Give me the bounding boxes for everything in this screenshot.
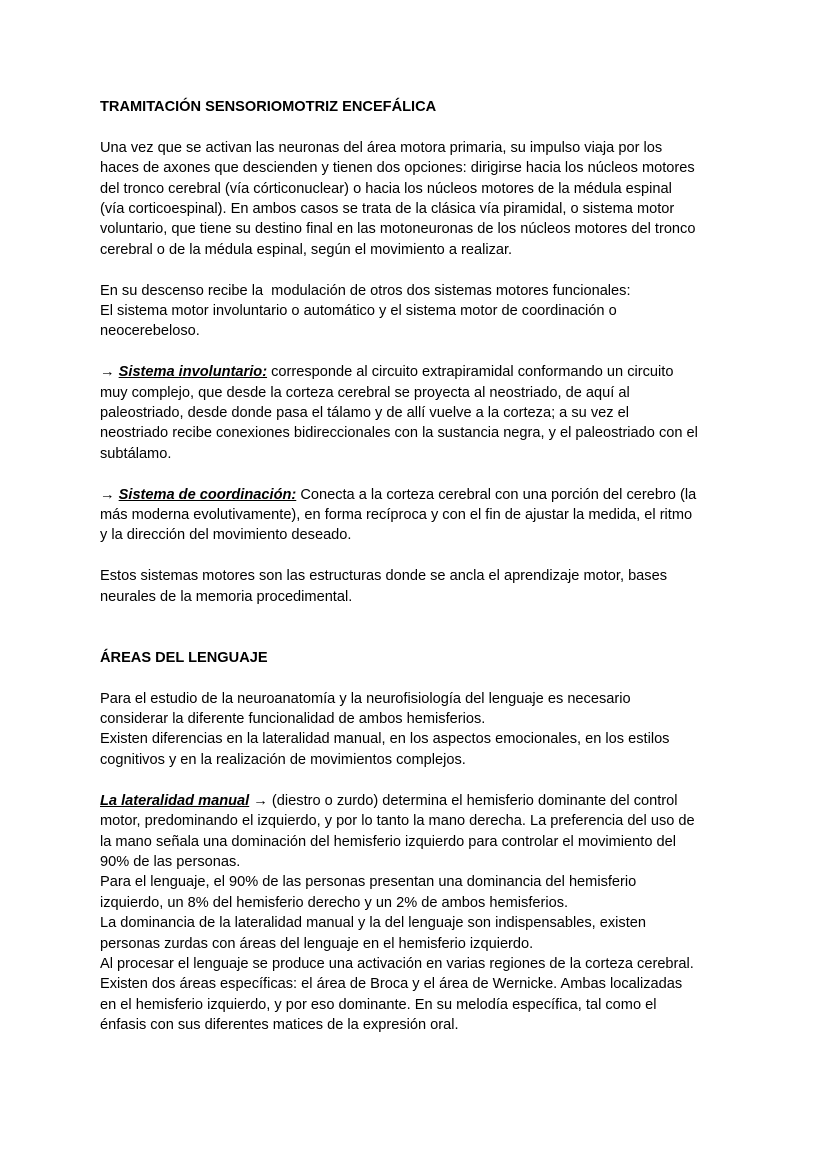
paragraph-lateralidad-manual (100, 791, 730, 1036)
text-line: neocerebeloso. (100, 323, 200, 340)
text-line: en el hemisferio izquierdo, y por eso dominante. En su melodía específica, tal como el (100, 996, 657, 1013)
text-line: neurales de la memoria procedimental. (100, 588, 353, 605)
paragraph-sistema-involuntario (100, 362, 730, 464)
text-line: voluntario, que tiene su destino final en las motoneuronas de los núcleos motores del tronco (100, 221, 696, 238)
text-line: Una vez que se activan las neuronas del área motora primaria, su impulso viaja por los (100, 139, 663, 156)
text-line: La dominancia de la lateralidad manual y la del lenguaje son indispensables, existen (100, 915, 647, 932)
text-line: Estos sistemas motores son las estructuras donde se ancla el aprendizaje motor, bases (100, 568, 668, 585)
text-line: En su descenso recibe la modulación de otros dos sistemas motores funcionales: (100, 282, 631, 299)
text-line: paleostriado, desde donde pasa el tálamo y de allí vuelve a la corteza; a su vez el (100, 405, 629, 422)
text-line: Existen diferencias en la lateralidad manual, en los aspectos emocionales, en los estilos (100, 731, 670, 748)
text-line: Para el lenguaje, el 90% de las personas presentan una dominancia del hemisferio (100, 874, 637, 891)
section-title-lenguaje: ÁREAS DEL LENGUAJE (100, 649, 268, 666)
text-line: subtálamo. (100, 445, 172, 462)
text-line: (vía corticoespinal). En ambos casos se trata de la clásica vía piramidal, o sistema motor (100, 201, 675, 218)
document-page (100, 97, 730, 1036)
term-sistema-coordinacion: Sistema de coordinación: (118, 486, 297, 503)
text-fragment: Conecta a la corteza cerebral con una porción del cerebro (la (296, 486, 697, 503)
text-line: cognitivos y en la realización de movimientos complejos. (100, 751, 466, 768)
text-line (100, 362, 730, 382)
text-line: énfasis con sus diferentes matices de la expresión oral. (100, 1017, 459, 1034)
text-line: El sistema motor involuntario o automático y el sistema motor de coordinación o (100, 303, 617, 320)
paragraph-modulacion (100, 281, 730, 342)
arrow-glyph: → (100, 486, 119, 503)
paragraph-aprendizaje-motor (100, 566, 730, 607)
text-line (100, 485, 730, 505)
text-line: Para el estudio de la neuroanatomía y la neurofisiología del lenguaje es necesario (100, 690, 631, 707)
text-line: considerar la diferente funcionalidad de ambos hemisferios. (100, 711, 486, 728)
text-line: neostriado recibe conexiones bidireccionales con la sustancia negra, y el paleostriado con el (100, 425, 698, 442)
text-line: Al procesar el lenguaje se produce una activación en varias regiones de la corteza cerebral. (100, 955, 694, 972)
term-sistema-involuntario: Sistema involuntario: (118, 364, 268, 381)
text-line: la mano señala una dominación del hemisferio izquierdo para controlar el movimiento del (100, 833, 676, 850)
text-line: del tronco cerebral (vía córticonuclear) o hacia los núcleos motores de la médula espinal (100, 180, 672, 197)
text-line (100, 791, 730, 811)
text-line: haces de axones que descienden y tienen dos opciones: dirigirse hacia los núcleos motores (100, 160, 695, 177)
text-fragment: corresponde al circuito extrapiramidal conformando un circuito (267, 364, 674, 381)
term-lateralidad-manual: La lateralidad manual (100, 792, 250, 809)
text-line: más moderna evolutivamente), en forma recíproca y con el fin de ajustar la medida, el ritmo (100, 507, 693, 524)
text-line: 90% de las personas. (100, 853, 241, 870)
paragraph-via-piramidal (100, 138, 730, 260)
text-line: motor, predominando el izquierdo, y por lo tanto la mano derecha. La preferencia del uso de (100, 813, 695, 830)
text-fragment: → (diestro o zurdo) determina el hemisferio dominante del control (249, 792, 678, 809)
text-line: Existen dos áreas específicas: el área de Broca y el área de Wernicke. Ambas localizadas (100, 976, 683, 993)
text-line: y la dirección del movimiento deseado. (100, 527, 352, 544)
text-line: personas zurdas con áreas del lenguaje en el hemisferio izquierdo. (100, 935, 534, 952)
arrow-glyph: → (100, 364, 119, 381)
text-line: muy complejo, que desde la corteza cerebral se proyecta al neostriado, de aquí al (100, 384, 630, 401)
section-title-sensoriomotriz: TRAMITACIÓN SENSORIOMOTRIZ ENCEFÁLICA (100, 99, 437, 115)
text-line: izquierdo, un 8% del hemisferio derecho y un 2% de ambos hemisferios. (100, 894, 569, 911)
paragraph-hemisferios (100, 689, 730, 771)
paragraph-sistema-coordinacion (100, 485, 730, 546)
text-line: cerebral o de la médula espinal, según el movimiento a realizar. (100, 241, 513, 258)
